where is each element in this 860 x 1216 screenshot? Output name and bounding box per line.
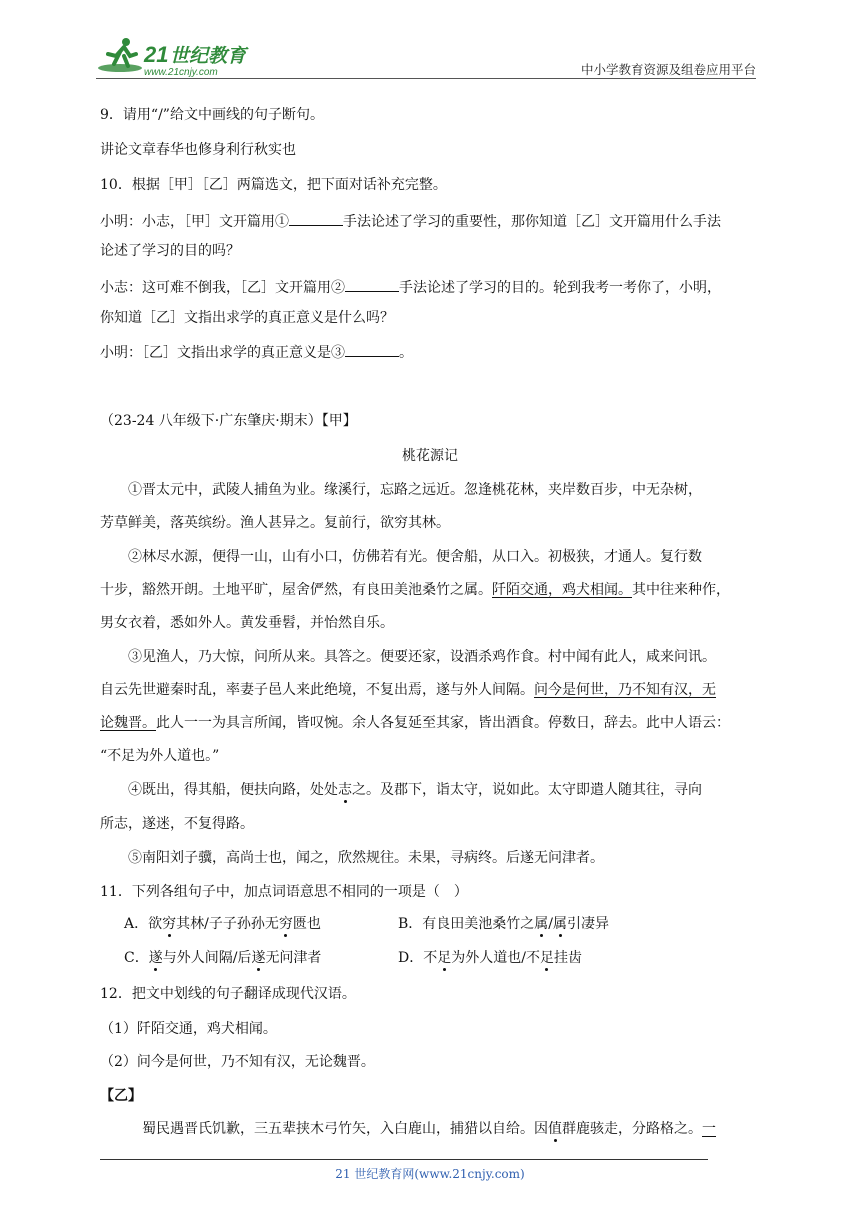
runner-logo-icon xyxy=(96,34,296,80)
question-11-prompt: 11．下列各组句子中，加点词语意思不相同的一项是（ ） xyxy=(100,884,468,900)
header-divider xyxy=(96,78,756,79)
underlined-sentence-2: 问今是何世，乃不知有汉，无 xyxy=(534,682,716,698)
question-12-item-2: （2）问今是何世，乃不知有汉，无论魏晋。 xyxy=(100,1054,375,1070)
svg-text:21: 21 xyxy=(144,42,169,67)
svg-text:世纪教育: 世纪教育 xyxy=(170,45,247,67)
platform-tagline: 中小学教育资源及组卷应用平台 xyxy=(580,62,756,77)
passage-p2-line3: 男女衣着，悉如外人。黄发垂髫，并怡然自乐。 xyxy=(100,615,394,631)
dialogue-line-4: 你知道［乙］文指出求学的真正意义是什么吗？ xyxy=(100,310,394,326)
passage-p3-line1: ③见渔人，乃大惊，问所从来。具答之。便要还家，设酒杀鸡作食。村中闻有此人，咸来问讯。 xyxy=(128,649,716,665)
question-12-prompt: 12．把文中划线的句子翻译成现代汉语。 xyxy=(100,986,356,1002)
underlined-sentence-1: 阡陌交通，鸡犬相闻。 xyxy=(492,582,632,598)
option-b[interactable]: B．有良田美池桑竹之属/属引凄异 xyxy=(398,916,610,932)
question-10-prompt: 10．根据［甲］［乙］两篇选文，把下面对话补充完整。 xyxy=(100,177,447,193)
passage-p5: ⑤南阳刘子骥，高尚士也，闻之，欣然规往。未果，寻病终。后遂无问津者。 xyxy=(128,850,604,866)
option-a[interactable]: A．欲穷其林/子子孙孙无穷匮也 xyxy=(124,916,321,932)
passage-source: （23-24 八年级下·广东肇庆·期末）【甲】 xyxy=(100,413,357,429)
passage-p2-line2: 十步，豁然开朗。土地平旷，屋舍俨然，有良田美池桑竹之属。阡陌交通，鸡犬相闻。其中往来种作， xyxy=(100,582,730,598)
dialogue-line-2: 论述了学习的目的吗？ xyxy=(100,243,240,259)
svg-text:www.21cnjy.com: www.21cnjy.com xyxy=(144,67,218,78)
answer-blank-2[interactable] xyxy=(345,279,399,292)
question-12-item-1: （1）阡陌交通，鸡犬相闻。 xyxy=(100,1021,277,1037)
passage-p2-line1: ②林尽水源，便得一山，山有小口，仿佛若有光。便舍船，从口入。初极狭，才通人。复行数 xyxy=(128,549,702,565)
passage-p4-line2: 所志，遂迷，不复得路。 xyxy=(100,816,254,832)
passage-p3-line3: 论魏晋。此人一一为具言所闻，皆叹惋。余人各复延至其家，皆出酒食。停数日，辞去。此中人语云： xyxy=(100,715,730,731)
footer-source: 21 世纪教育网(www.21cnjy.com) xyxy=(335,1167,525,1181)
passage-yi-label: 【乙】 xyxy=(100,1088,142,1104)
dialogue-line-1: 小明：小志，［甲］文开篇用① 手法论述了学习的重要性，那你知道［乙］文开篇用什么手法 xyxy=(100,214,721,230)
dialogue-line-3: 小志：这可难不倒我，［乙］文开篇用② 手法论述了学习的目的。轮到我考一考你了，小明， xyxy=(100,280,721,296)
answer-blank-1[interactable] xyxy=(289,213,343,226)
answer-blank-3[interactable] xyxy=(345,344,399,357)
passage-p3-line4: “不足为外人道也。” xyxy=(100,748,220,764)
dotted-word: 志 xyxy=(338,782,352,798)
dialogue-line-5: 小明：［乙］文指出求学的真正意义是③ 。 xyxy=(100,345,413,361)
underlined-sentence-2-end: 论魏晋。 xyxy=(100,715,156,731)
passage-p1-line1: ①晋太元中，武陵人捕鱼为业。缘溪行，忘路之远近。忽逢桃花林，夹岸数百步，中无杂树， xyxy=(128,482,702,498)
passage-title: 桃花源记 xyxy=(402,448,458,464)
site-logo xyxy=(96,34,296,80)
passage-yi-line1: 蜀民遇晋氏饥歉，三五辈挟木弓竹矢，入白鹿山，捕猎以自给。因值群鹿骇走，分路格之。一 xyxy=(142,1121,716,1137)
option-d[interactable]: D．不足为外人道也/不足挂齿 xyxy=(398,950,582,966)
question-9-prompt: 9．请用“/”给文中画线的句子断句。 xyxy=(100,107,324,123)
passage-p3-line2: 自云先世避秦时乱，率妻子邑人来此绝境，不复出焉，遂与外人间隔。问今是何世，乃不知有汉，无 xyxy=(100,682,716,698)
passage-p4-line1: ④既出，得其船，便扶向路，处处志之。及郡下，诣太守，说如此。太守即遣人随其往，寻向 xyxy=(128,782,702,798)
option-c[interactable]: C．遂与外人间隔/后遂无问津者 xyxy=(124,950,322,966)
page-header xyxy=(96,34,756,80)
passage-p1-line2: 芳草鲜美，落英缤纷。渔人甚异之。复前行，欲穷其林。 xyxy=(100,515,450,531)
footer-divider xyxy=(100,1159,708,1160)
question-9-sentence: 讲论文章春华也修身利行秋实也 xyxy=(100,142,296,158)
